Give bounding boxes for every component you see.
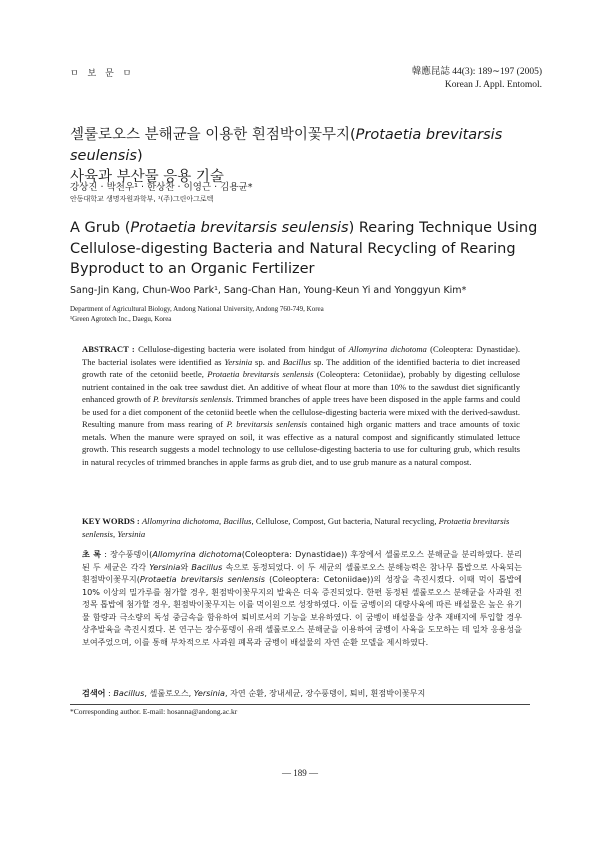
keyword-text: , Cellulose, Compost, Gut bacteria, Natural recycling, bbox=[251, 516, 439, 526]
english-affiliation bbox=[70, 304, 324, 324]
english-affiliation-line2: ¹Green Agrotech Inc., Daegu, Korea bbox=[70, 315, 172, 323]
korean-title-species: Protaetia brevitarsis seulensis bbox=[70, 127, 503, 164]
journal-citation bbox=[412, 66, 542, 92]
english-title-part2: ) Rearing Technique Using Cellulose-digesting Bacteria and Natural Recycling of Rearing Byproduct to an Organic Fertilizer bbox=[70, 220, 538, 277]
keyword-species: Yersinia bbox=[117, 528, 146, 539]
korean-keywords bbox=[82, 688, 522, 699]
keyword-text: , bbox=[219, 516, 224, 526]
korean-abstract-species: Protaetia brevitarsis senlensis bbox=[139, 574, 265, 585]
keyword-species: Allomyrina dichotoma bbox=[141, 516, 220, 526]
korean-keyword-text: , 셀룰로오스, bbox=[144, 688, 194, 698]
korean-abstract-text: 속으로 동정되었다. 이 두 세균의 셀룰로오스 분해능력은 참나무 톱밥으로 사육되는 흰점박이꽃무지( bbox=[82, 561, 522, 585]
section-label: ㅁ 보 문 ㅁ bbox=[70, 69, 135, 79]
korean-affiliation: 안동대학교 생명자원과학부, ¹(주)그린아그로텍 bbox=[70, 195, 214, 203]
abstract-species: P. brevitarsis senlensis bbox=[153, 394, 232, 405]
page-number: — 189 — bbox=[282, 768, 318, 778]
korean-keyword-species: Yersinia bbox=[193, 688, 225, 698]
korean-keyword-text: , 자연 순환, 장내세균, 장수풍뎅이, 퇴비, 흰점박이꽃무지 bbox=[224, 688, 426, 698]
korean-abstract-text: : 장수풍뎅이( bbox=[101, 549, 153, 559]
korean-abstract-text: 와 bbox=[180, 561, 192, 572]
korean-abstract-species: Bacillus bbox=[191, 561, 223, 572]
abstract-species: Allomyrina dichotoma bbox=[348, 344, 427, 354]
korean-keyword-species: Bacillus bbox=[113, 688, 145, 698]
korean-abstract-text: (Coleoptera: Dynastidae)) 후장에서 셀룰로오스 분해균을 분리하였다. 분리된 두 세균은 각각 bbox=[82, 549, 522, 572]
korean-abstract-species: Yersinia bbox=[149, 561, 181, 572]
korean-keyword-text: : bbox=[105, 688, 114, 698]
korean-keywords-label: 검색어 bbox=[82, 688, 106, 698]
abstract-text: Cellulose-digesting bacteria were isolated from hindgut of bbox=[134, 344, 349, 354]
korean-authors: 강상진 · 박천우¹ · 한상찬 · 이영근 · 김용균* bbox=[70, 182, 253, 193]
abstract-text: (Coleoptera: Cetoniidae), probably by digesting cellulose nutrient contained in the oak tree sawdust diet. An additive of wheat flour at more than 10% to the sawdust diet significantly enhanced growth of bbox=[82, 369, 520, 405]
korean-abstract bbox=[82, 548, 522, 648]
abstract-text: (Coleoptera: Dynastidae). The bacterial isolates were identified as bbox=[82, 344, 521, 367]
keywords bbox=[82, 515, 520, 540]
keyword-species: Protaetia brevitarsis senlensis bbox=[82, 516, 510, 539]
abstract-text: sp. The addition of the identified bacteria to diet increased growth rate of the cetoniid beetle, bbox=[82, 356, 520, 380]
keyword-text: , bbox=[113, 528, 118, 539]
korean-abstract-label: 초 록 bbox=[82, 549, 102, 559]
korean-abstract-text: (Coleoptera: Cetoniidae))의 성장을 촉진시켰다. 이때 먹이 톱밥에 10% 이상의 밀가루를 첨가할 경우, 흰점박이꽃무지의 발육은 더욱 증진되었다. 한편 동정된 셀룰로오스 분해균을 사과원 전정목 톱밥에 첨가할 경우, 흰점박이꽃무지는 이를 먹이원으로 성장하였다. 이들 굼벵이의 대량사육에 따른 배설물은 높은 유기물 함량과 극소량의 독성 중금속을 함유하여 퇴비로서의 기능을 보유하였다. 이 굼벵이 배설물을 상추 재배지에 투입할 경우 상추발육을 촉진시켰다. 본 연구는 장수풍뎅이 유래 셀룰로오스 분해균을 이용하여 굼벵이 사육을 도모하는 데 일차 응용성을 보여주었으며, 이를 통해 부차적으로 사과원 폐목과 굼벵이 배설물의 자연 순환 모델을 제시하였다. bbox=[82, 574, 523, 647]
keywords-label: KEY WORDS : bbox=[82, 516, 140, 526]
journal-citation-line2: Korean J. Appl. Entomol. bbox=[444, 80, 542, 90]
journal-citation-line1: 韓應昆誌 44(3): 189∼197 (2005) bbox=[411, 67, 542, 77]
abstract-species: Bacillus bbox=[282, 356, 311, 367]
abstract-species: Yersinia bbox=[224, 356, 253, 367]
korean-title-part2: ) bbox=[136, 148, 143, 164]
abstract-text: sp. and bbox=[252, 356, 283, 367]
abstract-text: contained high organic matters and trace amounts of toxic metals. When the manure were sprayed on soil, it was effective as a natural compost and significantly stimulated lettuce growth. This research suggests a model technology to use cellulose-digesting bacteria to use for culturing grub, which results in natural recycles of trimmed branches in apple farms as grub diet, and to use grub manure as a natural compost. bbox=[82, 419, 520, 467]
english-affiliation-line1: Department of Agricultural Biology, Andong National University, Andong 760-749, Korea bbox=[70, 305, 324, 313]
footnote-divider bbox=[70, 704, 530, 705]
abstract bbox=[82, 343, 520, 468]
abstract-label: ABSTRACT : bbox=[82, 344, 135, 354]
english-title-part1: A Grub ( bbox=[70, 220, 131, 236]
english-title-species: Protaetia brevitarsis seulensis bbox=[130, 220, 349, 236]
english-title bbox=[70, 218, 550, 280]
abstract-species: Protaetia brevitarsis senlensis bbox=[207, 369, 314, 380]
korean-abstract-species: Allomyrina dichotoma bbox=[152, 549, 242, 559]
korean-title-line2: 사육과 부산물 응용 기술 bbox=[70, 169, 224, 185]
corresponding-author-footnote: *Corresponding author. E-mail: hosanna@andong.ac.kr bbox=[70, 707, 238, 716]
keyword-species: Bacillus bbox=[223, 516, 252, 526]
abstract-species: P. brevitarsis senlensis bbox=[226, 419, 308, 430]
korean-title-part1: 셀룰로오스 분해균을 이용한 흰점박이꽃무지( bbox=[70, 127, 356, 143]
english-authors: Sang-Jin Kang, Chun-Woo Park¹, Sang-Chan Han, Young-Keun Yi and Yonggyun Kim* bbox=[70, 285, 467, 296]
abstract-text: . Trimmed branches of apple trees have been disposed in the apple farms and could be used for a diet component of the cetoniid beetle when the cellulose-digesting bacteria were mixed with the derived-sawdust. Resulting manure from mass rearing of bbox=[82, 394, 520, 430]
